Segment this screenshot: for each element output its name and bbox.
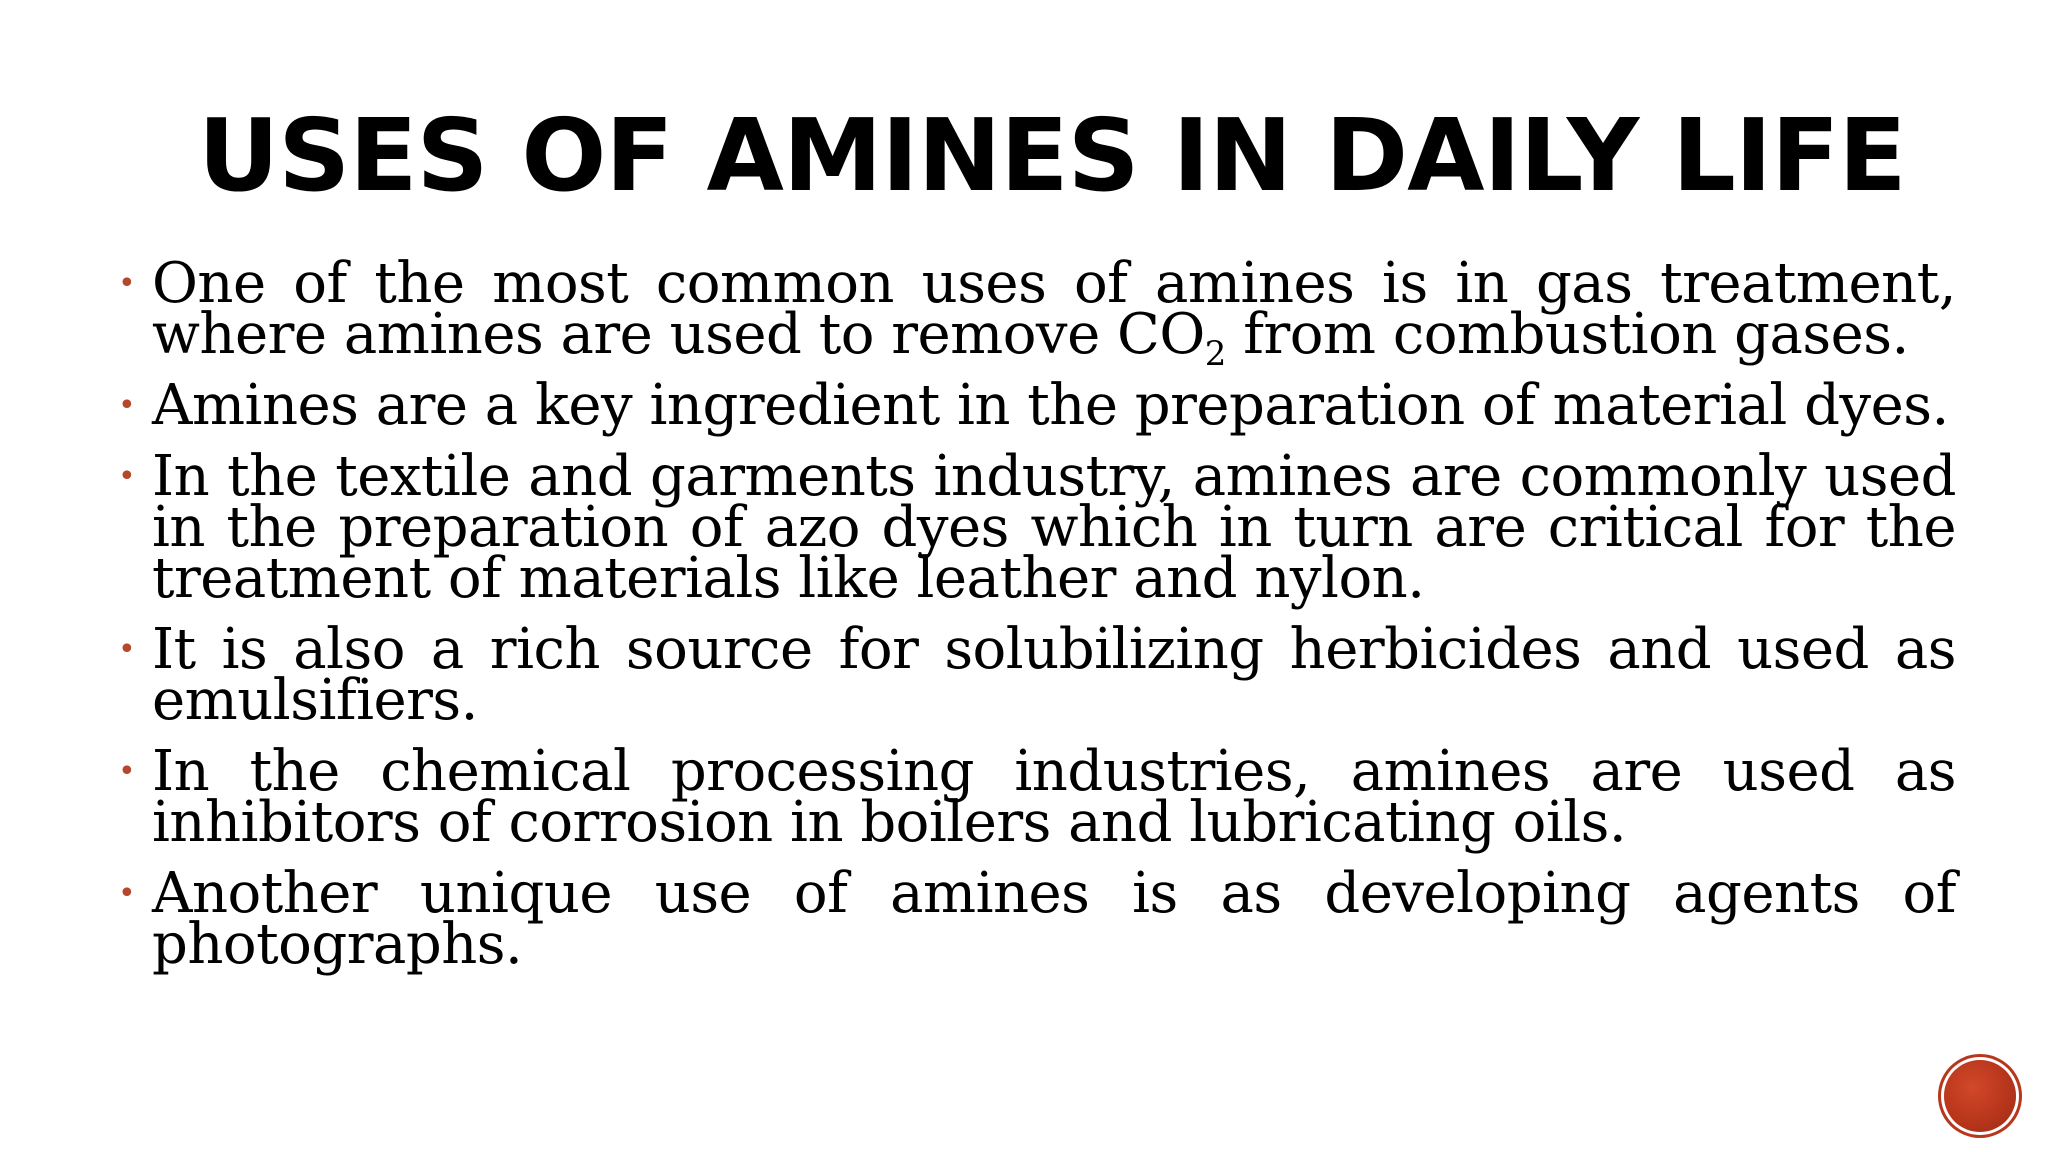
- bullet-item: [118, 251, 1956, 374]
- bullet-text: One of the most common uses of amines is in gas treatment, where amines are used to remove $CO_2$ from combustion gases.: [152, 251, 1956, 374]
- bullet-item: [118, 617, 1956, 733]
- bullet-text: Amines are a key ingredient in the preparation of material dyes.: [152, 373, 1949, 438]
- bullet-item: [118, 373, 1956, 438]
- bullet-item: [118, 739, 1956, 855]
- bullet-icon: •: [118, 266, 136, 301]
- slide-badge-icon: [1944, 1060, 2016, 1132]
- bullet-icon: •: [118, 754, 136, 789]
- bullet-text: It is also a rich source for solubilizing herbicides and used as emulsifiers.: [152, 617, 1956, 733]
- bullet-item: [118, 444, 1956, 611]
- bullet-text: In the chemical processing industries, amines are used as inhibitors of corrosion in boilers and lubricating oils.: [152, 739, 1956, 855]
- bullet-icon: •: [118, 876, 136, 911]
- bullet-list: [118, 251, 1956, 990]
- bullet-item: [118, 861, 1956, 977]
- bullet-icon: •: [118, 388, 136, 423]
- bullet-icon: •: [118, 459, 136, 494]
- bullet-icon: •: [118, 632, 136, 667]
- bullet-text: In the textile and garments industry, amines are commonly used in the preparation of azo dyes which in turn are critical for the treatment of materials like leather and nylon.: [152, 444, 1956, 611]
- slide-title: USES OF AMINES IN DAILY LIFE: [198, 97, 1906, 214]
- bullet-text: Another unique use of amines is as developing agents of photographs.: [152, 861, 1956, 977]
- subscript: 2: [1204, 334, 1226, 374]
